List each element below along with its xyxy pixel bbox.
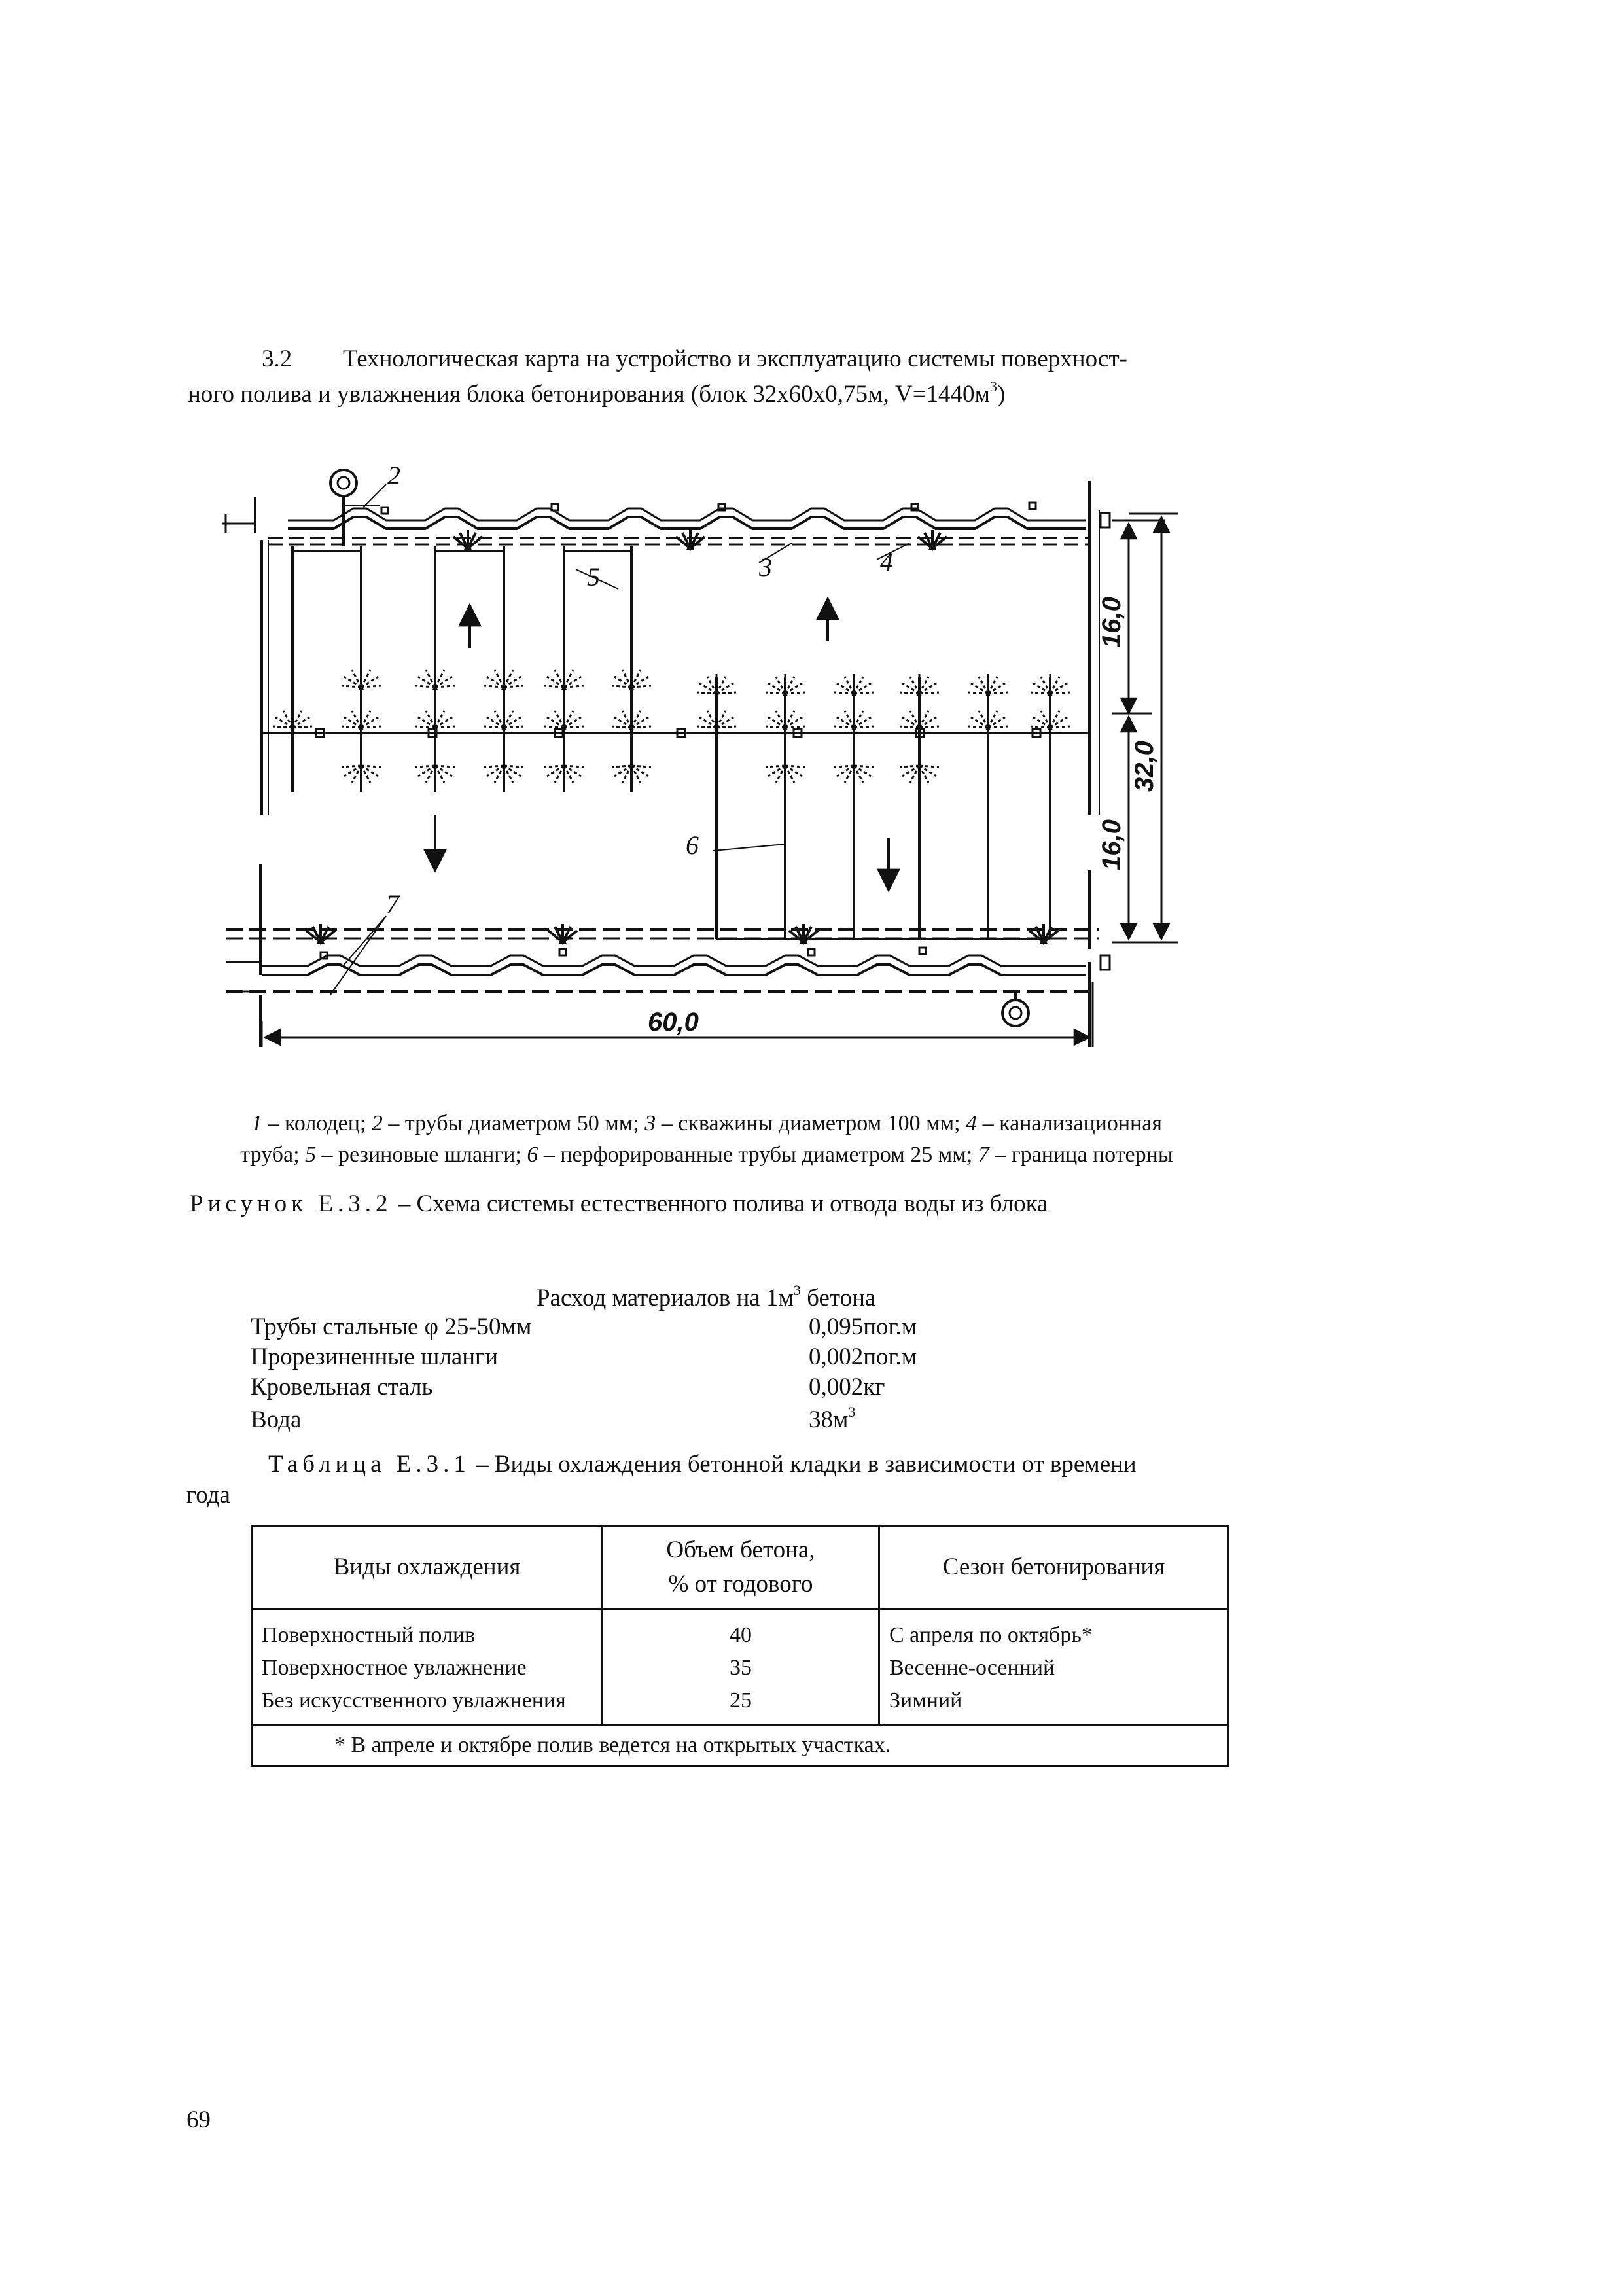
section-title-line1: Технологическая карта на устройство и эксплуатацию системы поверхност- [343, 346, 1127, 372]
callout-4: 4 [880, 547, 893, 577]
figure-legend [183, 1108, 1230, 1171]
figure-caption-text: – Схема системы естественного полива и отвода воды из блока [392, 1190, 1048, 1217]
callout-2: 2 [387, 461, 400, 490]
dim-60: 60,0 [648, 1008, 699, 1037]
table-header-row [252, 1526, 1229, 1609]
cooling-types-table [251, 1525, 1229, 1767]
table-caption [268, 1450, 1237, 1478]
figure-caption [190, 1190, 1250, 1218]
dim-16-bottom: 16,0 [1097, 819, 1126, 870]
table-caption-text: – Виды охлаждения бетонной кладки в зависимости от времени [470, 1451, 1137, 1478]
table-footnote: * В апреле и октябре полив ведется на открытых участках. [252, 1725, 1229, 1766]
table-footnote-row [252, 1725, 1229, 1766]
materials-row: Вода $38м^3$ [251, 1404, 856, 1433]
legend-line2: труба; 5 – резиновые шланги; 6 – перфорированные трубы диаметром 25 мм; 7 – граница потерны [240, 1143, 1173, 1167]
page-number: 69 [186, 2107, 211, 2133]
irrigation-scheme-figure [196, 452, 1191, 1080]
table-header-cell: Объем бетона, % от годового [603, 1526, 879, 1609]
table-row: Поверхностное увлажнение 35 Весенне-осенний [252, 1652, 1229, 1684]
legend-line1: 1 – колодец; 2 – трубы диаметром 50 мм; 3 – скважины диаметром 100 мм; 4 – канализационная [251, 1111, 1162, 1135]
materials-title: Расход материалов на $1м^3$ бетона [537, 1282, 876, 1311]
materials-row: Трубы стальные φ 25-50мм 0,095пог.м [251, 1313, 917, 1340]
table-header-cell: Сезон бетонирования [879, 1526, 1229, 1609]
callout-6: 6 [686, 830, 699, 860]
section-heading-line2: ного полива и увлажнения блока бетонирования (блок 32х60х0,75м, $V=1440м^3$) [188, 378, 1006, 408]
materials-row: Прорезиненные шланги 0,002пог.м [251, 1343, 917, 1370]
table-caption-label: Таблица Е.3.1 [268, 1451, 470, 1478]
callout-7: 7 [386, 889, 399, 919]
dim-32: 32,0 [1130, 741, 1159, 792]
figure-caption-label: Рисунок Е.3.2 [190, 1190, 393, 1217]
callout-3: 3 [759, 552, 772, 582]
table-caption-continuation: года [186, 1482, 230, 1508]
section-heading-line1 [262, 342, 1217, 377]
table-row: Без искусственного увлажнения 25 Зимний [252, 1684, 1229, 1725]
table-row: Поверхностный полив 40 С апреля по октябрь* [252, 1609, 1229, 1652]
section-number: 3.2 [262, 346, 292, 372]
table-header-cell: Виды охлаждения [252, 1526, 603, 1609]
materials-row: Кровельная сталь 0,002кг [251, 1374, 885, 1400]
dim-16-top: 16,0 [1097, 597, 1126, 648]
callout-5: 5 [587, 562, 600, 592]
